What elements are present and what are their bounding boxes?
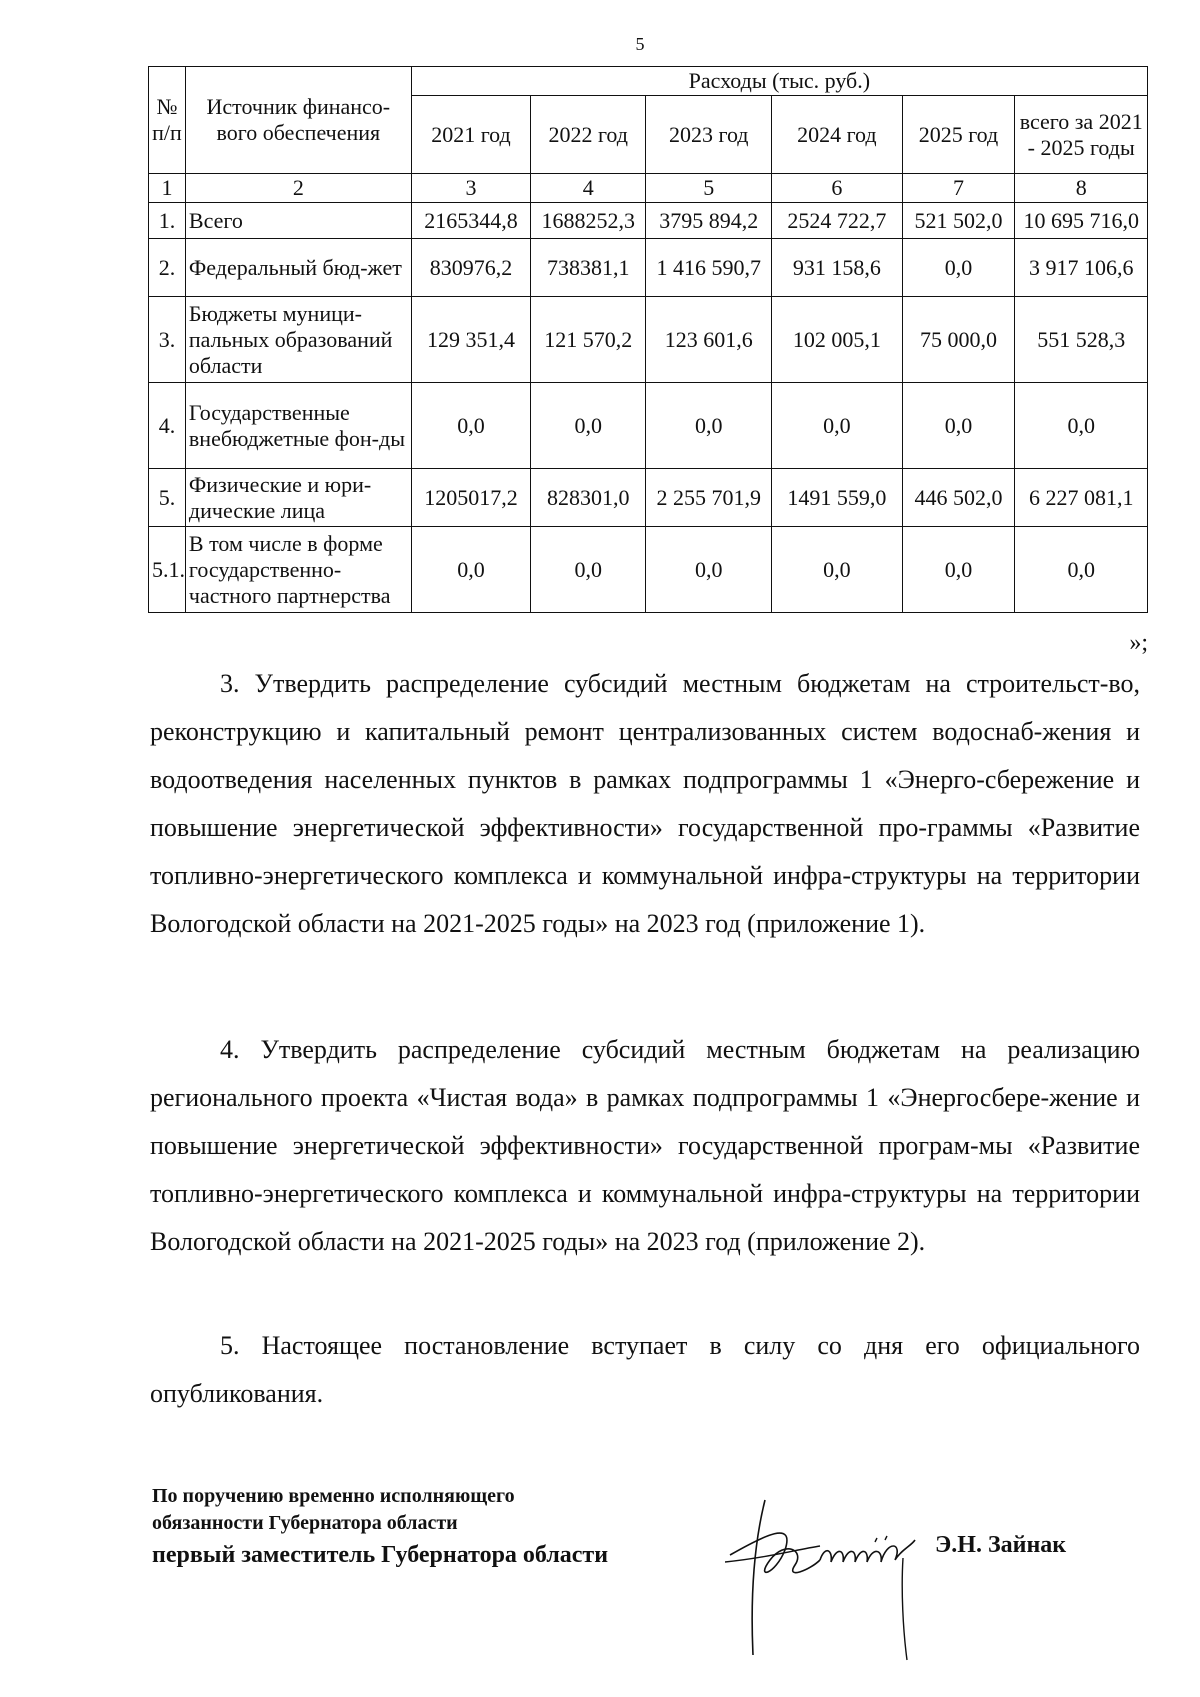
row-num: 5.1.	[149, 527, 186, 613]
value-cell: 1688252,3	[531, 203, 646, 239]
value-cell: 10 695 716,0	[1015, 203, 1148, 239]
value-cell: 446 502,0	[902, 469, 1015, 527]
table-row	[149, 239, 1148, 297]
value-cell: 6 227 081,1	[1015, 469, 1148, 527]
table-row	[149, 297, 1148, 383]
row-source: Всего	[185, 203, 411, 239]
header-source: Источник финансо-вого обеспечения	[185, 67, 411, 174]
row-source: Бюджеты муници-пальных образований области	[185, 297, 411, 383]
value-cell: 1 416 590,7	[646, 239, 772, 297]
index-cell: 1	[149, 174, 186, 203]
table-row	[149, 469, 1148, 527]
value-cell: 0,0	[1015, 383, 1148, 469]
index-cell: 3	[411, 174, 530, 203]
row-source: Физические и юри-дические лица	[185, 469, 411, 527]
signatory-line-2: обязанности Губернатора области	[152, 1512, 458, 1534]
value-cell: 0,0	[902, 239, 1015, 297]
value-cell: 0,0	[646, 527, 772, 613]
value-cell: 0,0	[772, 527, 902, 613]
value-cell: 931 158,6	[772, 239, 902, 297]
value-cell: 830976,2	[411, 239, 530, 297]
index-cell: 2	[185, 174, 411, 203]
paragraph-5: 5. Настоящее постановление вступает в силу со дня его официального опубликования.	[150, 1331, 1140, 1408]
value-cell: 121 570,2	[531, 297, 646, 383]
paragraph-3: 3. Утвердить распределение субсидий местным бюджетам на строительст-во, реконструкцию и капитальный ремонт централизованных систем водоснаб-жения и водоотведения населенных пунктов в рамках подпрограммы 1 «Энерго-сбережение и повышение энергетической эффективности» государственной про-граммы «Развитие топливно-энергетического комплекса и коммунальной инфра-структуры на территории Вологодской области на 2021-2025 годы» на 2023 год (приложение 1).	[150, 669, 1140, 938]
page-number: 5	[635, 34, 645, 54]
row-source: Федеральный бюд-жет	[185, 239, 411, 297]
value-cell: 1491 559,0	[772, 469, 902, 527]
row-num: 4.	[149, 383, 186, 469]
signatory-line-1: По поручению временно исполняющего	[152, 1485, 515, 1507]
handwritten-signature	[725, 1480, 955, 1670]
table-row	[149, 527, 1148, 613]
year-header: 2023 год	[646, 96, 772, 174]
value-cell: 0,0	[772, 383, 902, 469]
row-num: 2.	[149, 239, 186, 297]
value-cell: 0,0	[531, 527, 646, 613]
value-cell: 3795 894,2	[646, 203, 772, 239]
row-num: 5.	[149, 469, 186, 527]
value-cell: 738381,1	[531, 239, 646, 297]
signatory-title-block	[152, 1483, 608, 1573]
value-cell: 0,0	[646, 383, 772, 469]
row-source: Государственные внебюджетные фон-ды	[185, 383, 411, 469]
paragraph-4: 4. Утвердить распределение субсидий местным бюджетам на реализацию регионального проекта «Чистая вода» в рамках подпрограммы 1 «Энергосбере-жение и повышение энергетической эффективности» государственной програм-мы «Развитие топливно-энергетического комплекса и коммунальной инфра-структуры на территории Вологодской области на 2021-2025 годы» на 2023 год (приложение 2).	[150, 1035, 1140, 1256]
row-num: 1.	[149, 203, 186, 239]
value-cell: 828301,0	[531, 469, 646, 527]
index-row	[149, 174, 1148, 203]
value-cell: 1205017,2	[411, 469, 530, 527]
value-cell: 2524 722,7	[772, 203, 902, 239]
value-cell: 521 502,0	[902, 203, 1015, 239]
year-header: 2025 год	[902, 96, 1015, 174]
value-cell: 102 005,1	[772, 297, 902, 383]
year-header: 2022 год	[531, 96, 646, 174]
value-cell: 129 351,4	[411, 297, 530, 383]
index-cell: 4	[531, 174, 646, 203]
financing-table	[148, 66, 1148, 613]
table-row	[149, 203, 1148, 239]
row-source: В том числе в форме государственно-частного партнерства	[185, 527, 411, 613]
value-cell: 551 528,3	[1015, 297, 1148, 383]
index-cell: 6	[772, 174, 902, 203]
header-expenses: Расходы (тыс. руб.)	[411, 67, 1147, 96]
value-cell: 75 000,0	[902, 297, 1015, 383]
index-cell: 8	[1015, 174, 1148, 203]
year-header: 2021 год	[411, 96, 530, 174]
closing-quote: »;	[1129, 630, 1148, 656]
index-cell: 7	[902, 174, 1015, 203]
value-cell: 0,0	[902, 527, 1015, 613]
index-cell: 5	[646, 174, 772, 203]
value-cell: 0,0	[411, 527, 530, 613]
signatory-line-3: первый заместитель Губернатора области	[152, 1542, 609, 1568]
value-cell: 0,0	[1015, 527, 1148, 613]
value-cell: 2165344,8	[411, 203, 530, 239]
signatory-name: Э.Н. Зайнак	[935, 1532, 1067, 1558]
value-cell: 0,0	[531, 383, 646, 469]
value-cell: 123 601,6	[646, 297, 772, 383]
value-cell: 3 917 106,6	[1015, 239, 1148, 297]
header-num: № п/п	[149, 67, 186, 174]
year-header: 2024 год	[772, 96, 902, 174]
value-cell: 0,0	[902, 383, 1015, 469]
value-cell: 0,0	[411, 383, 530, 469]
table-row	[149, 383, 1148, 469]
year-header-total: всего за 2021 - 2025 годы	[1015, 96, 1148, 174]
value-cell: 2 255 701,9	[646, 469, 772, 527]
row-num: 3.	[149, 297, 186, 383]
